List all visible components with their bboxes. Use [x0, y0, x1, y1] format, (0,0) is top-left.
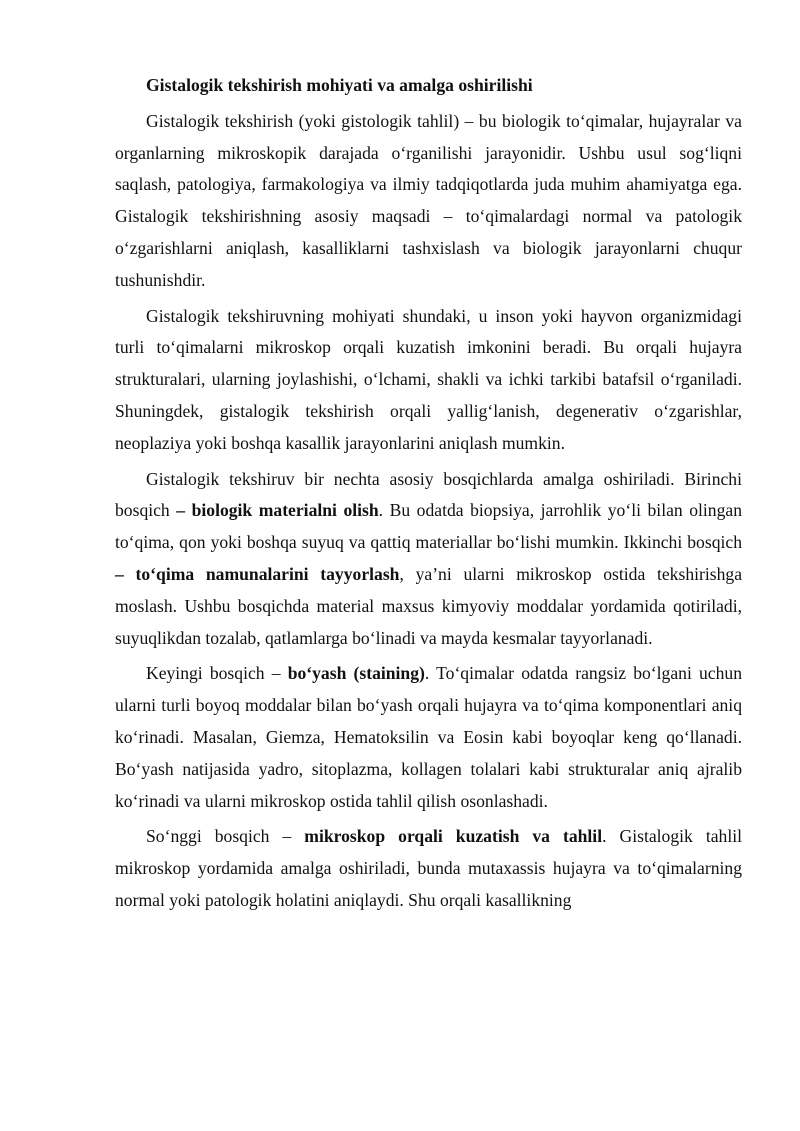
- bold-term-sample-preparation: – to‘qima namunalarini tayyorlash: [115, 563, 400, 584]
- bold-term-material-collection: – biologik materialni olish: [176, 500, 379, 521]
- bold-term-microscopy: mikroskop orqali kuzatish va tahlil: [304, 826, 603, 847]
- paragraph-text: . Gistalogik tahlil mikroskop yordamida amalga oshiriladi, bunda mutaxassis hujayra va to‘qimalarning normal yoki patologik holatini aniqlaydi. Shu orqali kasallikning: [115, 826, 742, 910]
- paragraph-text: . Bu odatda biopsiya, jarrohlik yo‘li bilan olingan to‘qima, qon yoki boshqa suyuq va qattiq materiallar bo‘lishi mumkin. Ikkinchi bosqich: [115, 500, 742, 553]
- document-heading: Gistalogik tekshirish mohiyati va amalga oshirilishi: [146, 75, 533, 95]
- paragraph-staining: [115, 658, 742, 817]
- paragraph-text: So‘nggi bosqich –: [146, 826, 305, 847]
- paragraph-microscopy: [115, 821, 742, 916]
- paragraph-essence: Gistalogik tekshiruvning mohiyati shundaki, u inson yoki hayvon organizmidagi turli to‘qimalarni mikroskop orqali kuzatish imkonini beradi. Bu orqali hujayra strukturalari, ularning joylashishi, o‘lchami, shakli va ichki tarkibi batafsil o‘rganiladi. Shuningdek, gistalogik tekshirish orqali yallig‘lanish, degenerativ o‘zgarishlar, neoplaziya yoki boshqa kasallik jarayonlarini aniqlash mumkin.: [115, 305, 742, 453]
- paragraph-definition: Gistalogik tekshirish (yoki gistologik tahlil) – bu biologik to‘qimalar, hujayralar va organlarning mikroskopik darajada o‘rganilishi jarayonidir. Ushbu usul sog‘liqni saqlash, patologiya, farmakologiya va ilmiy tadqiqotlarda juda muhim ahamiyatga ega. Gistalogik tekshirishning asosiy maqsadi – to‘qimalardagi normal va patologik o‘zgarishlarni aniqlash, kasalliklarni tashxislash va biologik jarayonlarni chuqur tushunishdir.: [115, 110, 742, 290]
- paragraph-text: Gistalogik tekshiruv bir nechta asosiy bosqichlarda amalga oshiriladi. Birinchi bosqich: [115, 468, 742, 521]
- paragraph-text: Keyingi bosqich –: [146, 663, 288, 684]
- paragraph-stages: [115, 464, 742, 655]
- document-page: [115, 70, 742, 921]
- paragraph-text: . To‘qimalar odatda rangsiz bo‘lgani uchun ularni turli boyoq moddalar bilan bo‘yash orqali hujayra va to‘qima komponentlari aniq ko‘rinadi. Masalan, Giemza, Hematoksilin va Eosin kabi boyoqlar keng qo‘llanadi. Bo‘yash natijasida yadro, sitoplazma, kollagen tolalari kabi strukturalar aniq ajralib ko‘rinadi va ularni mikroskop ostida tahlil qilish osonlashadi.: [115, 663, 743, 811]
- paragraph-text: , ya’ni ularni mikroskop ostida tekshirishga moslash. Ushbu bosqichda material maxsus kimyoviy moddalar yordamida qotiriladi, suyuqlikdan tozalab, qatlamlarga bo‘linadi va mayda kesmalar tayyorlanadi.: [115, 563, 743, 648]
- bold-term-staining: bo‘yash (staining): [287, 663, 425, 684]
